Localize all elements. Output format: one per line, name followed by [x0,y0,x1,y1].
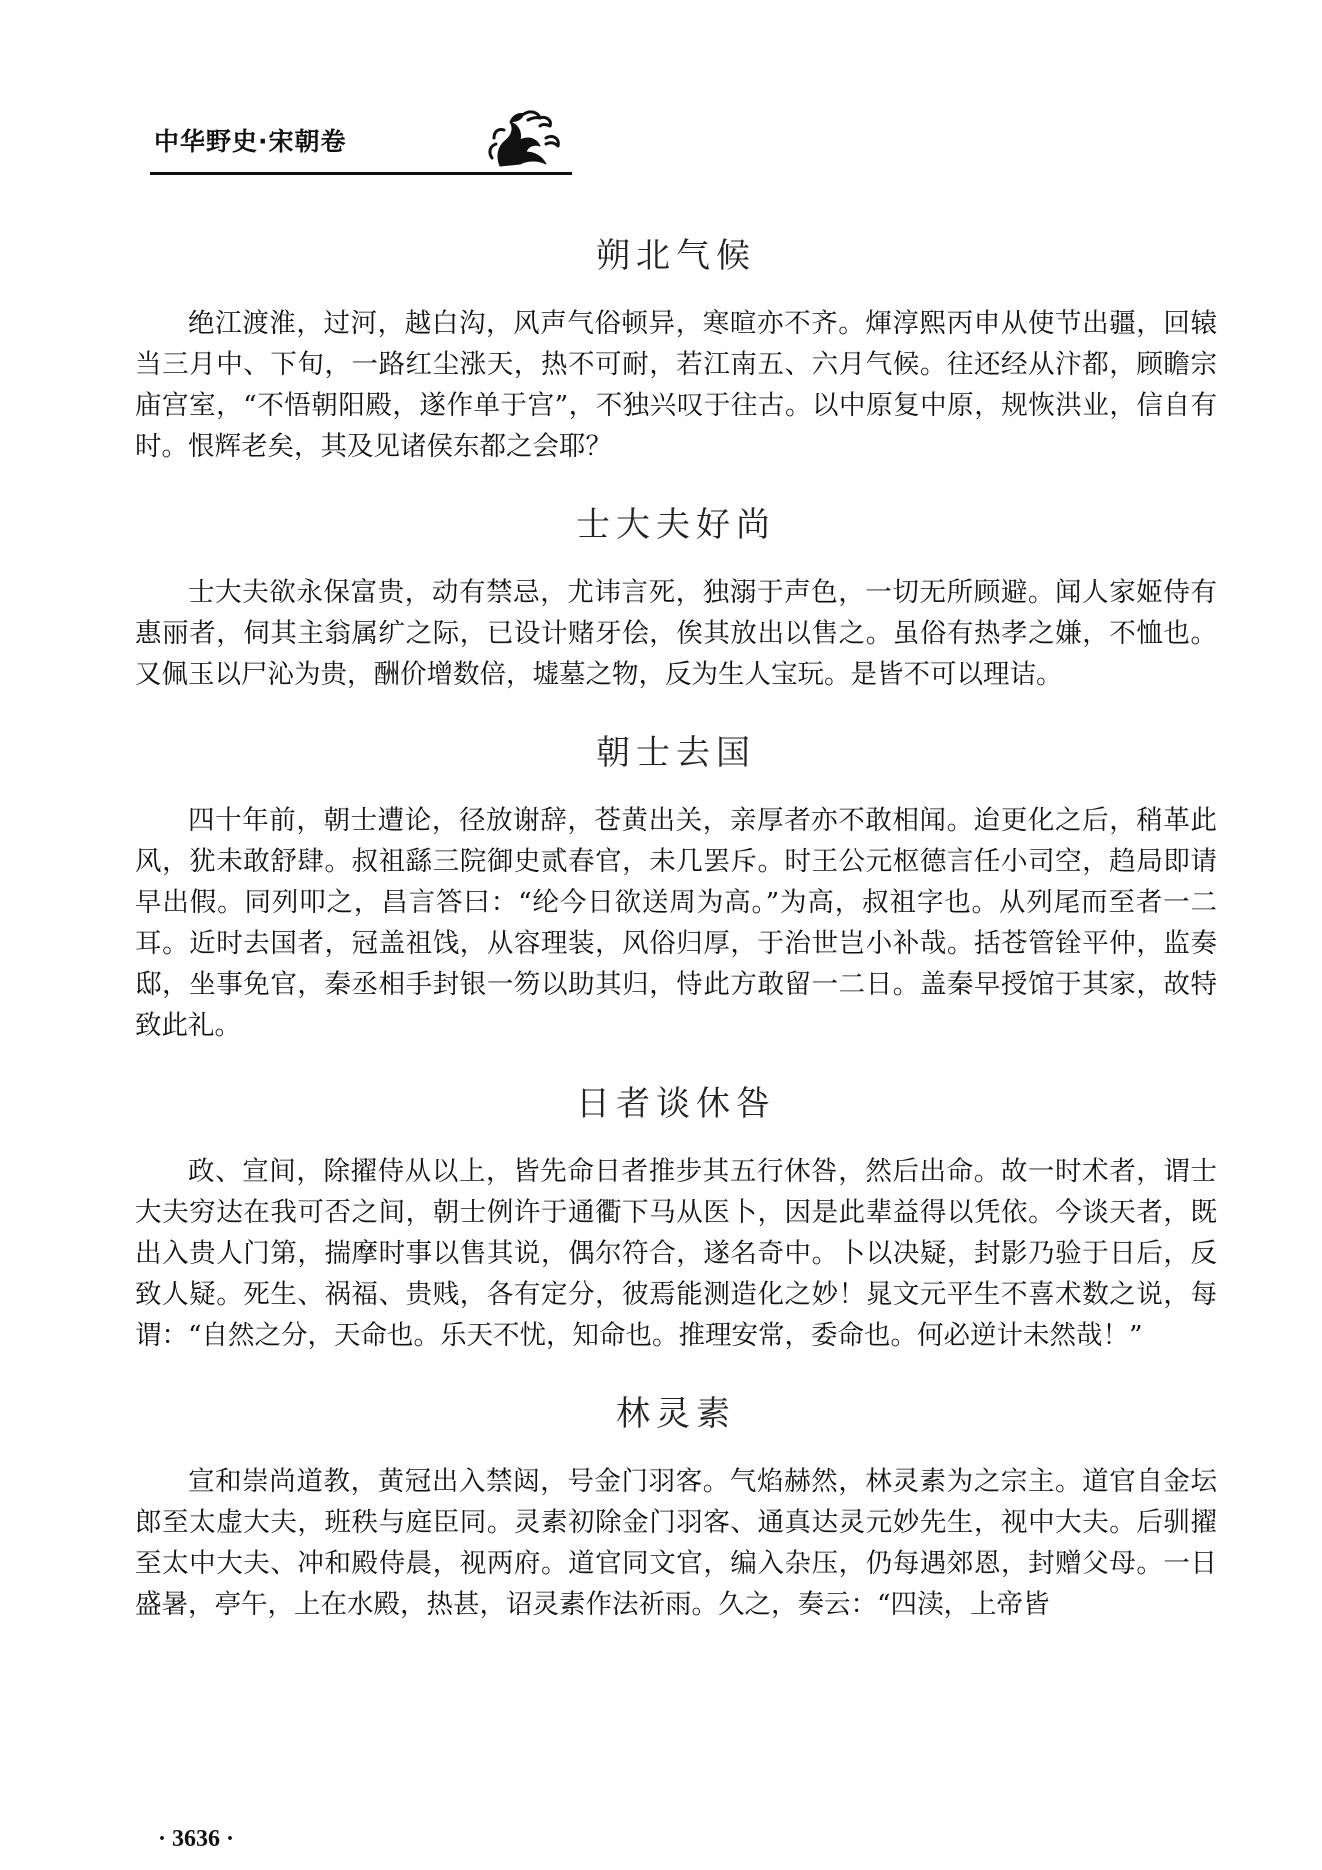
paragraph: 宣和崇尚道教，黄冠出入禁闼，号金门羽客。气焰赫然，林灵素为之宗主。道官自金坛郎至太虚大夫，班秩与庭臣同。灵素初除金门羽客、通真达灵元妙先生，视中大夫。后驯擢至太中大夫、冲和殿侍晨，视两府。道官同文官，编入杂压，仍每遇郊恩，封赠父母。一日盛暑，亭午，上在水殿，热甚，诏灵素作法祈雨。久之，奏云：“四渎，上帝皆 [135,1466,1217,1620]
section-title: 朝士去国 [596,733,756,773]
paragraph: 士大夫欲永保富贵，动有禁忌，尤讳言死，独溺于声色，一切无所顾避。闻人家姬侍有惠丽者，伺其主翁属纩之际，已设计赌牙侩，俟其放出以售之。虽俗有热孝之嫌，不恤也。又佩玉以尸沁为贵，酬价增数倍，墟墓之物，反为生人宝玩。是皆不可以理诘。 [135,577,1217,690]
section-title: 日者谈休咎 [576,1084,776,1124]
section-title: 士大夫好尚 [576,505,776,545]
paragraph: 四十年前，朝士遭论，径放谢辞，苍黄出关，亲厚者亦不敢相闻。迨更化之后，稍革此风，犹未敢舒肆。叔祖繇三院御史贰春官，未几罢斥。时王公元枢德言任小司空，趋局即请早出假。同列叩之，昌言答曰：“纶今日欲送周为高。”为高，叔祖字也。从列尾而至者一二耳。近时去国者，冠盖祖饯，从容理装，风俗归厚，于治世岂小补哉。括苍管铨平仲，监奏邸，坐事免官，秦丞相手封银一笏以助其归，恃此方敢留一二日。盖秦早授馆于其家，故特致此礼。 [135,805,1217,1041]
page-body [135,228,1217,1625]
dragon-icon [484,108,564,170]
paragraph: 政、宣间，除擢侍从以上，皆先命日者推步其五行休咎，然后出命。故一时术者，谓士大夫穷达在我可否之间，朝士例许于通衢下马从医卜，因是此辈益得以凭依。今谈天者，既出入贵人门第，揣摩时事以售其说，偶尔符合，遂名奇中。卜以决疑，封影乃验于日后，反致人疑。死生、祸福、贵贱，各有定分，彼焉能测造化之妙！晁文元平生不喜术数之说，每谓：“自然之分，天命也。乐天不忧，知命也。推理安常，委命也。何必逆计未然哉！” [135,1156,1217,1351]
paragraph: 绝江渡淮，过河，越白沟，风声气俗顿异，寒暄亦不齐。煇淳熙丙申从使节出疆，回辕当三月中、下旬，一路红尘涨天，热不可耐，若江南五、六月气候。往还经从汴都，顾瞻宗庙宫室，“不悟朝阳殿，遂作单于宫”，不独兴叹于往古。以中原复中原，规恢洪业，信自有时。恨辉老矣，其及见诸侯东都之会耶？ [135,308,1217,462]
section-title: 林灵素 [616,1394,736,1434]
section-title: 朔北气候 [596,236,756,276]
page-number: · 3636 · [158,1826,235,1852]
header-rule [150,172,572,175]
book-title: 中华野史·宋朝卷 [154,127,347,156]
